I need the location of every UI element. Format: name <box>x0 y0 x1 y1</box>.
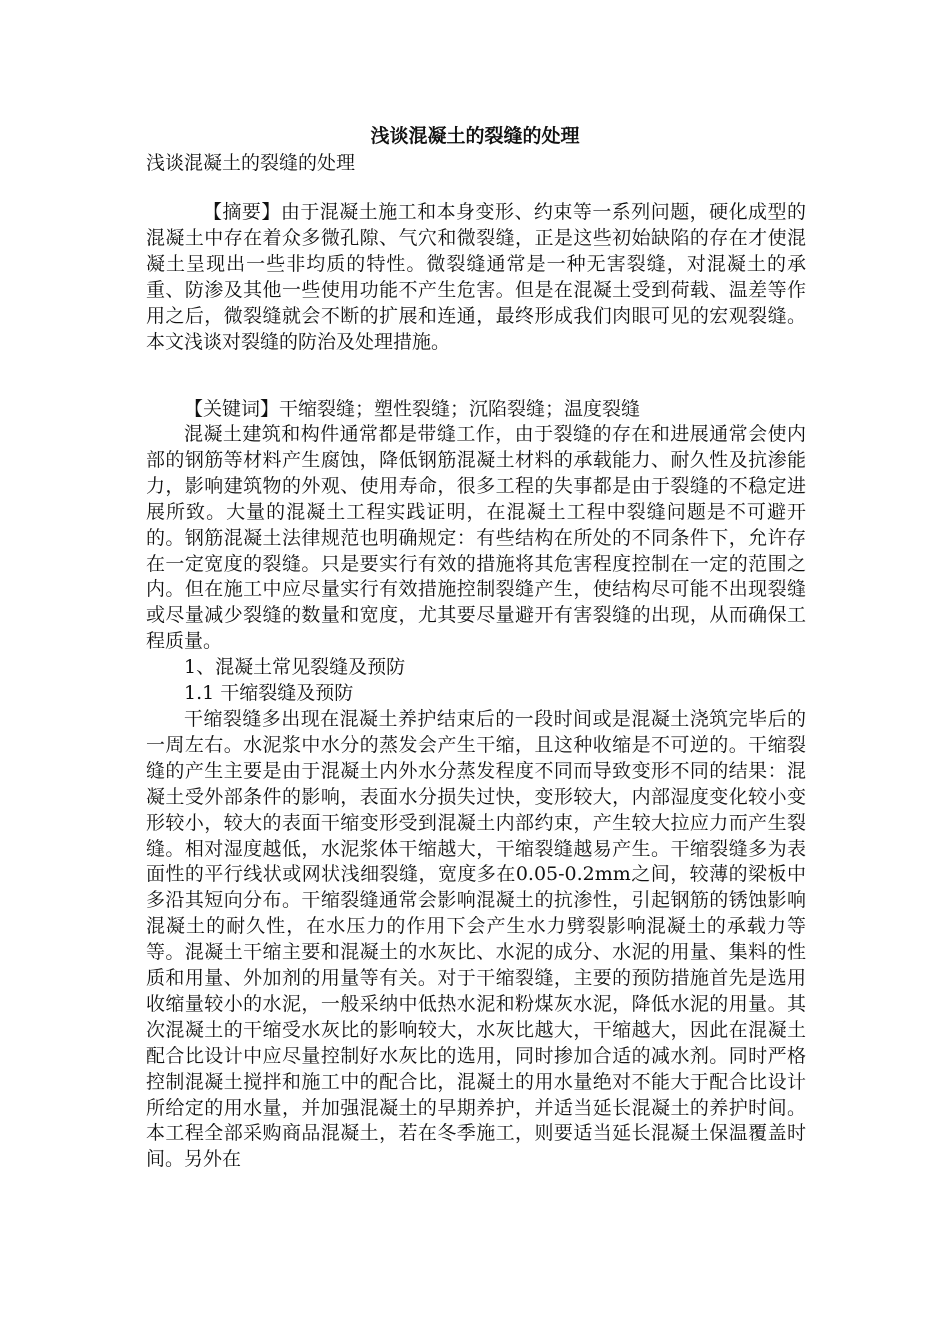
section-paragraph: 干缩裂缝多出现在混凝土养护结束后的一段时间或是混凝土浇筑完毕后的一周左右。水泥浆中水分的蒸发会产生干缩，且这种收缩是不可逆的。干缩裂缝的产生主要是由于混凝土内外水分蒸发程度不同而导致变形不同的结果：混凝土受外部条件的影响，表面水分损失过快，变形较大，内部湿度变化较小变形较小，较大的表面干缩变形受到混凝土内部约束，产生较大拉应力而产生裂缝。相对湿度越低，水泥浆体干缩越大，干缩裂缝越易产生。干缩裂缝多为表面性的平行线状或网状浅细裂缝，宽度多在0.05-0.2mm之间，较薄的梁板中多沿其短向分布。干缩裂缝通常会影响混凝土的抗渗性，引起钢筋的锈蚀影响混凝土的耐久性，在水压力的作用下会产生水力劈裂影响混凝土的承载力等等。混凝土干缩主要和混凝土的水灰比、水泥的成分、水泥的用量、集料的性质和用量、外加剂的用量等有关。对于干缩裂缝，主要的预防措施首先是选用收缩量较小的水泥，一般采纳中低热水泥和粉煤灰水泥，降低水泥的用量。其次混凝土的干缩受水灰比的影响较大，水灰比越大，干缩越大，因此在混凝土配合比设计中应尽量控制好水灰比的选用，同时掺加合适的减水剂。同时严格控制混凝土搅拌和施工中的配合比，混凝土的用水量绝对不能大于配合比设计所给定的用水量，并加强混凝土的早期养护，并适当延长混凝土的养护时间。本工程全部采购商品混凝土，若在冬季施工，则要适当延长混凝土保温覆盖时间。另外在 <box>146 707 806 1171</box>
subsection-heading: 1.1 干缩裂缝及预防 <box>184 682 354 705</box>
keywords-section <box>146 397 806 423</box>
document-subtitle: 浅谈混凝土的裂缝的处理 <box>146 152 356 174</box>
abstract-paragraph: 【摘要】由于混凝土施工和本身变形、约束等一系列问题，硬化成型的混凝土中存在着众多微孔隙、气穴和微裂缝，正是这些初始缺陷的存在才使混凝土呈现出一些非均质的特性。微裂缝通常是一种无害裂缝，对混凝土的承重、防渗及其他一些使用功能不产生危害。但是在混凝土受到荷载、温差等作用之后，微裂缝就会不断的扩展和连通，最终形成我们肉眼可见的宏观裂缝。本文浅谈对裂缝的防治及处理措施。 <box>146 201 806 353</box>
section-heading: 1、混凝土常见裂缝及预防 <box>184 656 406 679</box>
main-body <box>146 422 806 1173</box>
keywords-line: 【关键词】干缩裂缝；塑性裂缝；沉陷裂缝；温度裂缝 <box>184 398 641 420</box>
intro-paragraph: 混凝土建筑和构件通常都是带缝工作，由于裂缝的存在和进展通常会使内部的钢筋等材料产生腐蚀，降低钢筋混凝土材料的承载能力、耐久性及抗渗能力，影响建筑物的外观、使用寿命，很多工程的失事都是由于裂缝的不稳定进展所致。大量的混凝土工程实践证明，在混凝土工程中裂缝问题是不可避开的。钢筋混凝土法律规范也明确规定：有些结构在所处的不同条件下，允许存在一定宽度的裂缝。只是要实行有效的措施将其危害程度控制在一定的范围之内。但在施工中应尽量实行有效措施控制裂缝产生，使结构尽可能不出现裂缝或尽量减少裂缝的数量和宽度，尤其要尽量避开有害裂缝的出现，从而确保工程质量。 <box>146 423 806 653</box>
document-title: 浅谈混凝土的裂缝的处理 <box>370 125 580 147</box>
abstract-section <box>146 200 806 355</box>
